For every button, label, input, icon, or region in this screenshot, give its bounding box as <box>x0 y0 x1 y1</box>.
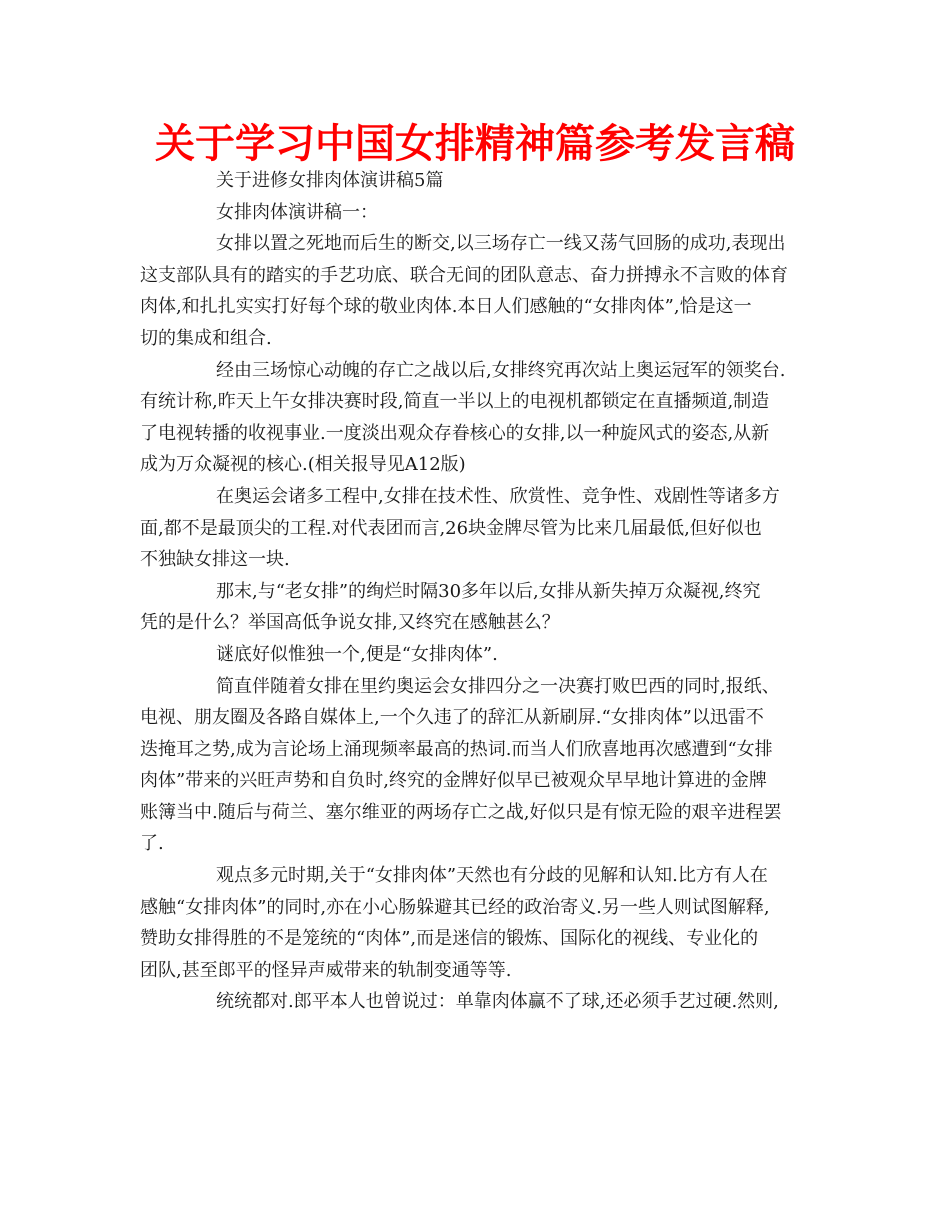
text-line: 谜底好似惟独一个,便是“女排肉体”. <box>216 643 498 665</box>
text-line: 肉体,和扎扎实实打好每个球的敬业肉体.本日人们感触的“女排肉体”,恰是这一 <box>140 296 752 318</box>
document-body <box>140 165 812 1018</box>
text-line: 感触“女排肉体”的同时,亦在小心肠躲避其已经的政治寄义.另一些人则试图解释, <box>140 896 770 918</box>
text-line: 这支部队具有的踏实的手艺功底、联合无间的团队意志、奋力拼搏永不言败的体育 <box>140 264 788 286</box>
text-line: 简直伴随着女排在里约奥运会女排四分之一决赛打败巴西的同时,报纸、 <box>216 675 780 697</box>
document-title: 关于学习中国女排精神篇参考发言稿 <box>155 121 795 167</box>
text-line: 面,都不是最顶尖的工程.对代表团而言,26块金牌尽管为比来几届最低,但好似也 <box>140 517 762 539</box>
text-line: 成为万众凝视的核心.(相关报导见A12版) <box>140 454 466 476</box>
text-line: 切的集成和组合. <box>140 327 272 349</box>
text-line: 团队,甚至郎平的怪异声威带来的轨制变通等等. <box>140 959 512 981</box>
text-line: 账簿当中.随后与荷兰、塞尔维亚的两场存亡之战,好似只是有惊无险的艰辛进程罢 <box>140 801 782 823</box>
text-line: 不独缺女排这一块. <box>140 549 290 571</box>
text-line: 了. <box>140 833 164 855</box>
text-line: 那末,与“老女排”的绚烂时隔30多年以后,女排从新失掉万众凝视,终究 <box>216 580 761 602</box>
paragraph-lines <box>140 228 812 1018</box>
text-line: 在奥运会诸多工程中,女排在技术性、欣赏性、竞争性、戏剧性等诸多方 <box>216 485 780 507</box>
document-subtitle: 关于进修女排肉体演讲稿5篇 <box>216 170 444 191</box>
text-line: 赞助女排得胜的不是笼统的“肉体”,而是迷信的锻炼、国际化的视线、专业化的 <box>140 928 759 950</box>
text-line: 观点多元时期,关于“女排肉体”天然也有分歧的见解和认知.比方有人在 <box>216 865 768 887</box>
text-line: 了电视转播的收视事业.一度淡出观众存眷核心的女排,以一种旋风式的姿态,从新 <box>140 422 770 444</box>
text-line: 有统计称,昨天上午女排决赛时段,简直一半以上的电视机都锁定在直播频道,制造 <box>140 391 770 413</box>
text-line: 肉体”带来的兴旺声势和自负时,终究的金牌好似早已被观众早早地计算进的金牌 <box>140 770 767 792</box>
text-line: 女排以置之死地而后生的断交,以三场存亡一线又荡气回肠的成功,表现出 <box>216 233 786 255</box>
text-line: 经由三场惊心动魄的存亡之战以后,女排终究再次站上奥运冠军的领奖台. <box>216 359 786 381</box>
text-line: 凭的是什么？举国高低争说女排,又终究在感触甚么？ <box>140 612 560 634</box>
text-line: 统统都对.郎平本人也曾说过：单靠肉体赢不了球,还必须手艺过硬.然则, <box>216 991 779 1013</box>
text-line: 电视、朋友圈及各路自媒体上,一个久违了的辞汇从新刷屏.“女排肉体”以迅雷不 <box>140 707 764 729</box>
section-heading: 女排肉体演讲稿一： <box>216 201 378 223</box>
text-line: 迭掩耳之势,成为言论场上涌现频率最高的热词.而当人们欣喜地再次感遭到“女排 <box>140 738 773 760</box>
